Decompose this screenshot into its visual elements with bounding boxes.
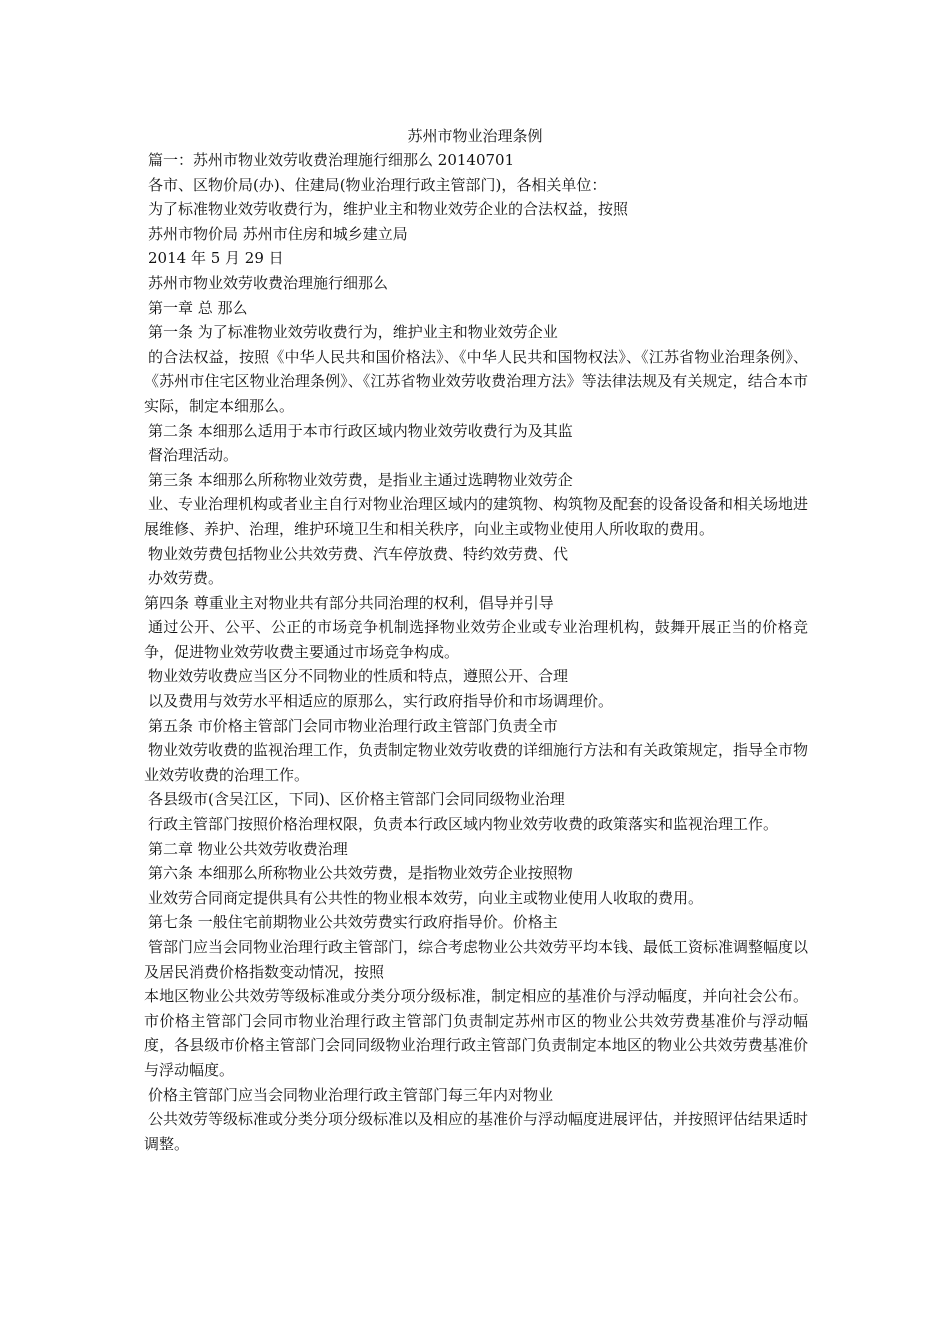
paragraph: 督治理活动。 xyxy=(148,446,239,465)
paragraph: 价格主管部门应当会同物业治理行政主管部门每三年内对物业 xyxy=(148,1085,554,1104)
paragraph: 的合法权益，按照《中华人民共和国价格法》、《中华人民共和国物权法》、《江苏省物业治理条例》、《苏州市住宅区物业治理条例》、《江苏省物业效劳收费治理方法》等法律法规及有关规定，结合本市实际，制定本细那么。 xyxy=(144,347,808,415)
paragraph: 业效劳合同商定提供具有公共性的物业根本效劳，向业主或物业使用人收取的费用。 xyxy=(148,888,704,907)
paragraph: 以及费用与效劳水平相适应的原那么，实行政府指导价和市场调理价。 xyxy=(148,692,614,711)
paragraph: 第六条 本细那么所称物业公共效劳费，是指物业效劳企业按照物 xyxy=(148,864,573,883)
paragraph: 为了标准物业效劳收费行为，维护业主和物业效劳企业的合法权益，按照 xyxy=(148,200,629,219)
paragraph: 2014 年 5 月 29 日 xyxy=(148,249,284,268)
paragraph: 物业效劳收费的监视治理工作，负责制定物业效劳收费的详细施行方法和有关政策规定，指导全市物业效劳收费的治理工作。 xyxy=(144,741,809,784)
paragraph: 公共效劳等级标准或分类分项分级标准以及相应的基准价与浮动幅度进展评估，并按照评估结果适时调整。 xyxy=(144,1110,809,1153)
paragraph: 第二条 本细那么适用于本市行政区域内物业效劳收费行为及其监 xyxy=(148,421,573,440)
paragraph: 苏州市物价局 苏州市住房和城乡建立局 xyxy=(148,224,408,243)
document-body xyxy=(144,148,808,1156)
paragraph: 第一条 为了标准物业效劳收费行为，维护业主和物业效劳企业 xyxy=(148,323,558,342)
paragraph: 管部门应当会同物业治理行政主管部门，综合考虑物业公共效劳平均本钱、最低工资标准调整幅度以及居民消费价格指数变动情况，按照 xyxy=(144,938,809,981)
paragraph: 业、专业治理机构或者业主自行对物业治理区域内的建筑物、构筑物及配套的设备设备和相关场地进展维修、养护、治理，维护环境卫生和相关秩序，向业主或物业使用人所收取的费用。 xyxy=(144,495,809,538)
paragraph: 物业效劳收费应当区分不同物业的性质和特点，遵照公开、合理 xyxy=(148,667,569,686)
paragraph: 行政主管部门按照价格治理权限，负责本行政区域内物业效劳收费的政策落实和监视治理工作。 xyxy=(148,815,779,834)
paragraph: 篇一：苏州市物业效劳收费治理施行细那么 20140701 xyxy=(148,151,515,169)
paragraph: 第五条 市价格主管部门会同市物业治理行政主管部门负责全市 xyxy=(148,716,558,735)
paragraph: 通过公开、公平、公正的市场竞争机制选择物业效劳企业或专业治理机构，鼓舞开展正当的价格竞争，促进物业效劳收费主要通过市场竞争构成。 xyxy=(144,618,808,661)
paragraph: 第三条 本细那么所称物业效劳费，是指业主通过选聘物业效劳企 xyxy=(148,470,573,489)
document-title: 苏州市物业治理条例 xyxy=(407,127,543,145)
paragraph: 物业效劳费包括物业公共效劳费、汽车停放费、特约效劳费、代 xyxy=(148,544,569,563)
paragraph: 各市、区物价局(办)、住建局(物业治理行政主管部门)，各相关单位： xyxy=(148,175,607,194)
paragraph: 各县级市(含吴江区，下同)、区价格主管部门会同同级物业治理 xyxy=(148,790,565,809)
paragraph: 苏州市物业效劳收费治理施行细那么 xyxy=(148,273,389,292)
paragraph: 第四条 尊重业主对物业共有部分共同治理的权利，倡导并引导 xyxy=(144,593,554,612)
paragraph: 本地区物业公共效劳等级标准或分类分项分级标准，制定相应的基准价与浮动幅度，并向社会公布。市价格主管部门会同市物业治理行政主管部门负责制定苏州市区的物业公共效劳费基准价与浮动幅度，各县级市价格主管部门会同同级物业治理行政主管部门负责制定本地区的物业公共效劳费基准价与浮动幅度。 xyxy=(144,987,808,1079)
paragraph: 第一章 总 那么 xyxy=(148,298,248,317)
paragraph: 第七条 一般住宅前期物业公共效劳费实行政府指导价。价格主 xyxy=(148,913,558,932)
paragraph: 第二章 物业公共效劳收费治理 xyxy=(148,839,348,858)
paragraph: 办效劳费。 xyxy=(148,569,224,588)
